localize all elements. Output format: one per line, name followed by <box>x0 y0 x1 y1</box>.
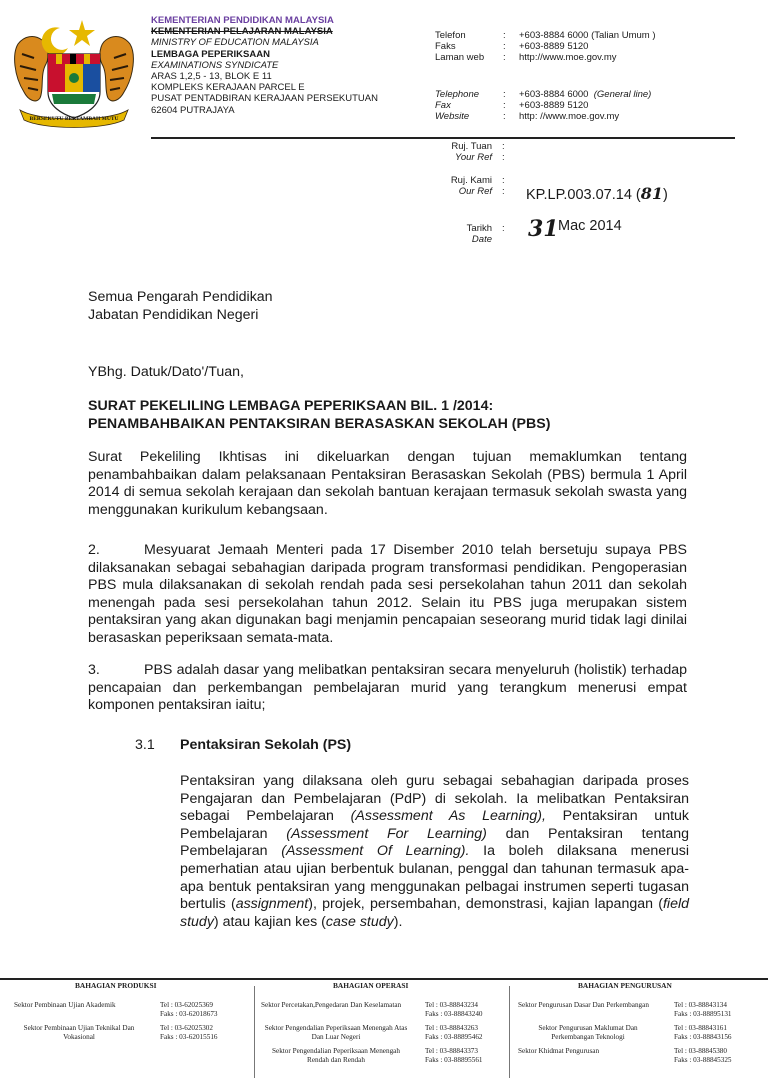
footer-produksi-row-name: Sektor Pembinaan Ujian Akademik <box>14 1001 116 1009</box>
paragraph-3: 3. PBS adalah dasar yang melibatkan pentaksiran secara menyeluruh (holistik) terhadap pencapaian dan perkembangan pembelajaran murid yang terangkum menerusi empat komponen pentaksiran iaitu; <box>88 662 687 714</box>
address-line: PUSAT PENTADBIRAN KERAJAAN PERSEKUTUAN <box>151 93 378 105</box>
letterhead-divider <box>151 137 735 139</box>
paragraph-number: 2. <box>88 542 100 558</box>
date-handwritten-day: 31 <box>528 216 559 242</box>
contact-row-telefon: Telefon : +603-8884 6000 (Talian Umum ) <box>435 30 656 41</box>
contact-row-faks: Faks : +603-8889 5120 <box>435 41 589 53</box>
ministry-name-ms: KEMENTERIAN PENDIDIKAN MALAYSIA <box>151 15 334 26</box>
subject-heading: SURAT PEKELILING LEMBAGA PEPERIKSAAN BIL. 1 /2014: PENAMBAHBAIKAN PENTAKSIRAN BERASASKAN SEKOLAH (PBS) <box>88 398 551 432</box>
footer-pengurusan-row-name: Sektor Khidmat Pengurusan <box>518 1047 600 1055</box>
footer-produksi-title: BAHAGIAN PRODUKSI <box>75 981 157 990</box>
malaysia-coat-of-arms-crest <box>10 14 138 130</box>
footer-produksi-row-name: Sektor Pembinaan Ujian Teknikal Dan Vokasional <box>23 1024 135 1041</box>
telefon-value: +603-8884 6000 (Talian Umum ) <box>519 30 656 41</box>
footer-operasi-row-contact: Tel : 03-88843234 Faks : 03-88843240 <box>425 1001 483 1018</box>
footer-pengurusan-title: BAHAGIAN PENGURUSAN <box>578 981 672 990</box>
paragraph-2: 2. Mesyuarat Jemaah Menteri pada 17 Disember 2010 telah bersetuju supaya PBS dilaksanakan sebagai sebahagian daripada program transformasi pendidikan. Pengoperasian PBS mula dilaksanakan di sekolah rendah pada sesi persekolahan tahun 2011 dan sekolah menengah pada sesi persekolahan tahun 2012. Selain itu PBS juga merupakan sistem pentaksiran yang akan digunakan bagi menjamin pencapaian seseorang murid tidak lagi dinilai berasaskan peperiksaan semata-mata. <box>88 542 687 646</box>
footer-operasi-row-contact: Tel : 03-88843373 Faks : 03-88895561 <box>425 1047 483 1064</box>
recipient: Semua Pengarah Pendidikan Jabatan Pendidikan Negeri <box>88 289 273 323</box>
footer-produksi-row-contact: Tel : 03-62025369 Faks : 03-62018673 <box>160 1001 218 1018</box>
section-3-1-number: 3.1 <box>135 737 155 753</box>
board-name-en: EXAMINATIONS SYNDICATE <box>151 59 279 71</box>
ministry-name-en: MINISTRY OF EDUCATION MALAYSIA <box>151 37 319 49</box>
ministry-name-ms-old: KEMENTERIAN PELAJARAN MALAYSIA <box>151 26 333 38</box>
faks-value: +603-8889 5120 <box>519 41 589 53</box>
footer-operasi-row-name: Sektor Pengendalian Peperiksaan Menengah Rendah dan Rendah <box>272 1047 400 1064</box>
laman-web-value[interactable]: http://www.moe.gov.my <box>519 52 617 64</box>
contact-row-telephone: Telephone : +603-8884 6000 (General line) <box>435 89 652 100</box>
contact-block-en <box>435 89 651 123</box>
footer-column-separator <box>509 986 510 1078</box>
website-value[interactable]: http: //www.moe.gov.my <box>519 111 620 123</box>
paragraph-number: 3. <box>88 662 100 678</box>
footer-operasi-row-name: Sektor Percetakan,Pengedaran Dan Keselamatan <box>261 1001 402 1009</box>
contact-row-fax: Fax : +603-8889 5120 <box>435 100 589 112</box>
date-block: Tarikh : Date <box>466 223 505 245</box>
our-ref-value: KP.LP.003.07.14 (81) <box>526 184 668 203</box>
crest-motto: BERSEKUTU BERTAMBAH MUTU <box>29 116 119 122</box>
our-ref-block: Ruj. Kami : Our Ref : <box>450 175 505 197</box>
footer-produksi-row-contact: Tel : 03-62025302 Faks : 03-62015516 <box>160 1024 218 1041</box>
footer-pengurusan-row-contact: Tel : 03-88845380 Faks : 03-88845325 <box>674 1047 732 1064</box>
our-ref-handwritten-number: 81 <box>640 184 664 203</box>
footer-pengurusan-row-name: Sektor Pengurusan Maklumat Dan Perkembangan Teknologi <box>538 1024 638 1041</box>
board-name-ms: LEMBAGA PEPERIKSAAN <box>151 48 270 60</box>
section-3-1-title: Pentaksiran Sekolah (PS) <box>180 737 352 753</box>
footer-operasi-row-name: Sektor Pengendalian Peperiksaan Menengah Atas Dan Luar Negeri <box>264 1024 408 1041</box>
date-value: Mac 2014 <box>558 218 622 234</box>
fax-value: +603-8889 5120 <box>519 100 589 112</box>
footer-pengurusan-row-name: Sektor Pengurusan Dasar Dan Perkembangan <box>518 1001 649 1009</box>
footer-operasi-title: BAHAGIAN OPERASI <box>333 981 409 990</box>
footer-column-separator <box>254 986 255 1078</box>
paragraph-1: Surat Pekeliling Ikhtisas ini dikeluarkan dengan tujuan memaklumkan tentang penambahbaikan dalam pelaksanaan Pentaksiran Berasaskan Sekolah (PBS) bermula 1 April 2014 di semua sekolah kerajaan dan sekolah bantuan kerajaan termasuk sekolah swasta yang menggunakan kurikulum kebangsaan. <box>88 449 687 518</box>
footer-pengurusan-row-contact: Tel : 03-88843134 Faks : 03-88895131 <box>674 1001 732 1018</box>
address-line: KOMPLEKS KERAJAAN PARCEL E <box>151 82 305 94</box>
salutation: YBhg. Datuk/Dato'/Tuan, <box>88 364 244 380</box>
footer-operasi-row-contact: Tel : 03-88843263 Faks : 03-88895462 <box>425 1024 483 1041</box>
telephone-value: +603-8884 6000 <box>519 89 589 100</box>
address-line: 62604 PUTRAJAYA <box>151 104 235 116</box>
telephone-note: (General line) <box>593 89 652 100</box>
section-3-1-body: Pentaksiran yang dilaksana oleh guru sebagai sebahagian daripada proses Pengajaran dan Pembelajaran (PdP) di sekolah. Ia melibatkan Pentaksiran sebagai Pembelajaran (Assessment As Learning), Pentaksiran untuk Pembelajaran (Assessment For Learning) dan Pentaksiran tentang Pembelajaran (Assessment Of Learning). Ia boleh dilaksana menerusi pemerhatian atau ujian berbentuk bulanan, penggal dan tahunan termasuk apa-apa bentuk pentaksiran yang menggunakan pelbagai instrumen seperti tugasan bertulis (assignment), projek, persembahan, demonstrasi, kajian lapangan (field study) atau kajian kes (case study). <box>180 773 690 930</box>
footer-pengurusan-row-contact: Tel : 03-88843161 Faks : 03-88843156 <box>674 1024 732 1041</box>
contact-row-website: Website : http: //www.moe.gov.my <box>435 111 620 123</box>
address-line: ARAS 1,2,5 - 13, BLOK E 11 <box>151 71 272 83</box>
contact-block-ms <box>435 30 656 64</box>
your-ref-block: Ruj. Tuan : Your Ref : <box>451 141 505 163</box>
contact-row-laman-web: Laman web : http://www.moe.gov.my <box>435 52 617 64</box>
footer-divider <box>0 978 768 980</box>
letterhead-block <box>151 15 378 116</box>
